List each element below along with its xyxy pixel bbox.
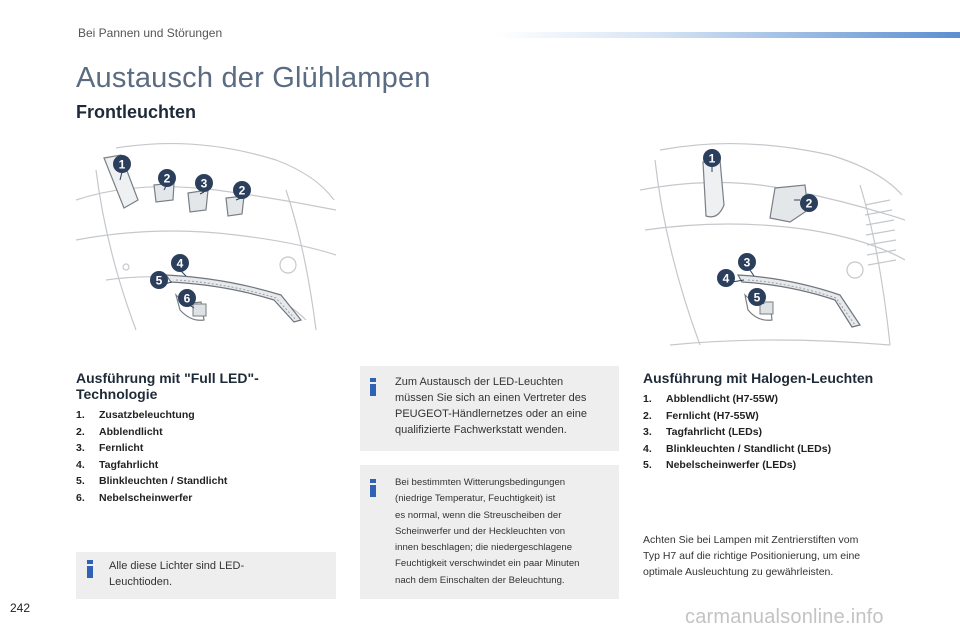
halogen-headlamp-illustration: [640, 130, 905, 355]
info-icon: [87, 560, 93, 578]
info-box-led-replacement: [360, 366, 619, 451]
callout-5: [748, 288, 766, 306]
header-gradient-bar: [495, 32, 960, 38]
list-item: 5. Nebelscheinwerfer (LEDs): [643, 459, 797, 471]
info-text: Bei bestimmten Witterungsbedingungen (niedrige Temperatur, Feuchtigkeit) ist es normal, wenn die Streuscheiben der Scheinwerfer und der Heckleuchten von innen beschlagen; die niedergeschlagene Feuchtigkeit verschwindet ein paar Minuten nach dem Einschalten der Beleuchtung.: [395, 477, 580, 586]
info-icon: [370, 479, 376, 497]
callout-3: [738, 253, 756, 271]
svg-text:5: 5: [155, 273, 163, 288]
callout-2b: [233, 181, 251, 199]
info-box-condensation: [360, 465, 619, 599]
full-led-heading: [76, 370, 259, 402]
running-header: Bei Pannen und Störungen: [78, 26, 223, 40]
info-text: Zum Austausch der LED-Leuchten müssen Sie sich an einen Vertreter des PEUGEOT-Händlernetzes oder an eine qualifizierte Fachwerkstatt wenden.: [395, 376, 587, 436]
full-led-headlamp-illustration: [76, 130, 336, 350]
info-icon: [370, 378, 376, 396]
figure-halogen-headlamp: [640, 130, 905, 355]
callout-2: [158, 169, 176, 187]
callout-6: [178, 289, 196, 307]
list-item: 3. Tagfahrlicht (LEDs): [643, 426, 763, 438]
svg-text:5: 5: [753, 290, 761, 305]
figure-full-led-headlamp: [76, 130, 336, 350]
callout-5: [150, 271, 168, 289]
svg-text:6: 6: [183, 291, 191, 306]
svg-text:2: 2: [163, 171, 171, 186]
list-item: 3. Fernlicht: [76, 442, 144, 454]
svg-text:1: 1: [118, 157, 126, 172]
full-led-heading-line2: Technologie: [76, 386, 158, 402]
full-led-heading-line1: Ausführung mit "Full LED"-: [76, 370, 259, 386]
list-item: 1. Zusatzbeleuchtung: [76, 409, 195, 421]
svg-text:2: 2: [238, 183, 246, 198]
callout-4: [717, 269, 735, 287]
svg-text:4: 4: [722, 271, 730, 286]
info-text: Alle diese Lichter sind LED- Leuchtioden.: [109, 560, 245, 588]
halogen-heading: Ausführung mit Halogen-Leuchten: [643, 370, 874, 386]
callout-3: [195, 174, 213, 192]
svg-text:2: 2: [805, 196, 813, 211]
svg-text:4: 4: [176, 256, 184, 271]
page-number: 242: [10, 601, 31, 615]
page-title: Austausch der Glühlampen: [76, 62, 431, 94]
list-item: 2. Fernlicht (H7-55W): [643, 409, 759, 422]
svg-text:1: 1: [708, 151, 716, 166]
full-led-parts-list: [76, 407, 227, 506]
list-item: 1. Abblendlicht (H7-55W): [643, 393, 778, 405]
section-title: Frontleuchten: [76, 102, 196, 122]
list-item: 5. Blinkleuchten / Standlicht: [76, 475, 228, 487]
halogen-parts-list: [643, 391, 831, 474]
callout-2: [800, 194, 818, 212]
info-box-led-note: [76, 552, 336, 599]
watermark: carmanualsonline.info: [685, 606, 884, 628]
list-item: 2. Abblendlicht: [76, 425, 163, 438]
list-item: 4. Tagfahrlicht: [76, 458, 159, 471]
svg-text:3: 3: [200, 176, 208, 191]
list-item: 6. Nebelscheinwerfer: [76, 491, 193, 504]
callout-1: [703, 149, 721, 167]
svg-text:3: 3: [743, 255, 751, 270]
list-item: 4. Blinkleuchten / Standlicht (LEDs): [643, 442, 832, 455]
callout-4: [171, 254, 189, 272]
h7-positioning-note: Achten Sie bei Lampen mit Zentrierstiften vom Typ H7 auf die richtige Positionierung, um eine optimale Ausleuchtung zu gewährleisten.: [643, 534, 861, 578]
callout-1: [113, 155, 131, 173]
